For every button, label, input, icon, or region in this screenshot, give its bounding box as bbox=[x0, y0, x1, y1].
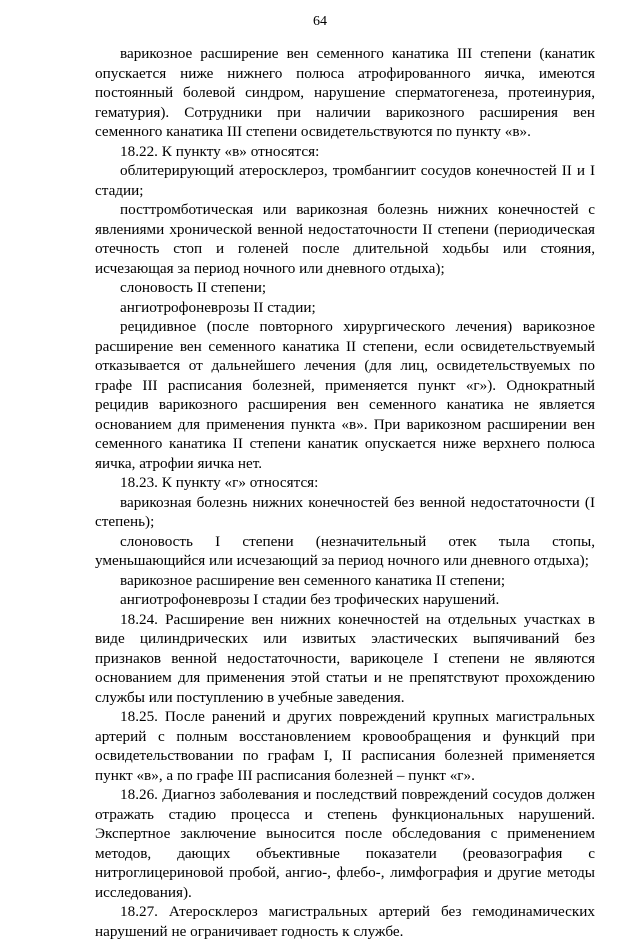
paragraph-elephantiasis-grade-1: слоновость I степени (незначительный отек тыла стопы, уменьшающийся или исчезающий за период ночного или дневного отдыха); bbox=[95, 532, 595, 569]
paragraph-post-thrombotic-disease: посттромботическая или варикозная болезнь нижних конечностей с явлениями хронической венной недостаточности II степени (периодическая отечность стоп и голеней после длительной ходьбы или стояния, исчезающая за период ночного или дневного отдыха); bbox=[95, 201, 595, 277]
paragraph-18-26: 18.26. Диагноз заболевания и последствий повреждений сосудов должен отражать стадию процесса и степень функциональных нарушений. Экспертное заключение выносится после обследования с применением методов, дающих объективные показатели (реовазография с нитроглицериновой пробой, ангио-, флебо-, лимфография и другие методы исследования). bbox=[95, 786, 595, 901]
paragraph-recurrent-varicocele: рецидивное (после повторного хирургического лечения) варикозное расширение вен семенного канатика II степени, если освидетельствуемый отказывается от дальнейшего лечения (для лиц, освидетельствуемых по графе III расписания болезней, применяется пункт «г»). Однократный рецидив варикозного расширения вен семенного канатика не является основанием для применения пункта «в». При варикозном расширении вен семенного канатика II степени канатик опускается ниже верхнего полюса яичка, атрофии яичка нет. bbox=[95, 318, 595, 472]
paragraph-angiotrophoneurosis-stage-1: ангиотрофоневрозы I стадии без трофических нарушений. bbox=[120, 591, 500, 608]
document-body bbox=[95, 44, 595, 941]
paragraph-obliterating-atherosclerosis: облитерирующий атеросклероз, тромбангиит сосудов конечностей II и I стадии; bbox=[95, 162, 595, 199]
paragraph-18-27: 18.27. Атеросклероз магистральных артерий без гемодинамических нарушений не ограничивает годность к службе. bbox=[95, 903, 595, 940]
paragraph-18-22-heading: 18.22. К пункту «в» относятся: bbox=[120, 142, 320, 160]
page-number: 64 bbox=[313, 14, 327, 29]
paragraph-elephantiasis-grade-2: слоновость II степени; bbox=[120, 279, 267, 296]
paragraph-angiotrophoneurosis-stage-2: ангиотрофоневрозы II стадии; bbox=[120, 298, 316, 316]
paragraph-varicose-no-insufficiency: варикозная болезнь нижних конечностей без венной недостаточности (I степень); bbox=[95, 493, 595, 530]
paragraph-18-24: 18.24. Расширение вен нижних конечностей на отдельных участках в виде цилиндрических или извитых эластических выпячиваний без признаков венной недостаточности, варикоцеле I степени не являются основанием для применения этой статьи и не препятствуют прохождению службы или поступлению в учебные заведения. bbox=[95, 610, 595, 706]
paragraph-18-23-heading: 18.23. К пункту «г» относятся: bbox=[120, 474, 319, 491]
paragraph-varicocele-grade-3: варикозное расширение вен семенного канатика III степени (канатик опускается ниже нижнего полюса атрофированного яичка, имеются постоянный болевой синдром, нарушение сперматогенеза, протеинурия, гематурия). Сотрудники при наличии варикозного расширения вен семенного канатика III степени освидетельствуются по пункту «в». bbox=[95, 45, 595, 140]
paragraph-varicocele-grade-2: варикозное расширение вен семенного канатика II степени; bbox=[120, 571, 506, 589]
paragraph-18-25: 18.25. После ранений и других повреждений крупных магистральных артерий с полным восстановлением кровообращения и функций при освидетельствовании по графам I, II расписания болезней применяется пункт «в», а по графе III расписания болезней – пункт «г». bbox=[95, 708, 595, 784]
